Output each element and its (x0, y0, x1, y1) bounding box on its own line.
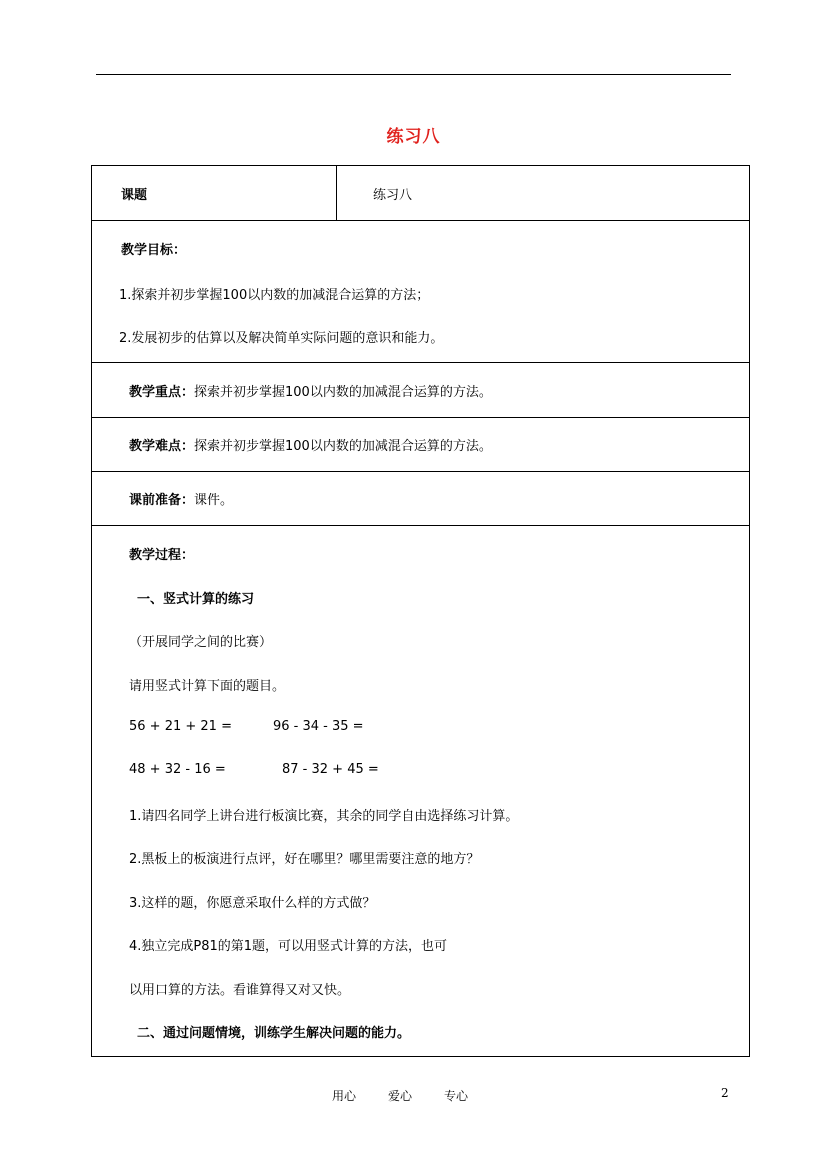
key-point-label: 教学重点： (129, 385, 195, 400)
objectives-label: 教学目标： (121, 243, 187, 258)
footer-item: 专心 (444, 1089, 469, 1103)
key-point-row (92, 363, 750, 418)
preparation-label: 课前准备： (129, 493, 195, 508)
equation: 96 ‐ 34 ‐ 35 = (273, 719, 364, 734)
process-label: 教学过程： (129, 548, 195, 563)
equation: 56 + 21 + 21 = (129, 719, 232, 734)
preparation-value: 课件。 (194, 493, 234, 508)
footer-item: 爱心 (388, 1089, 413, 1103)
subject-label-cell (92, 166, 337, 221)
difficulty-row (92, 418, 750, 472)
key-point-value: 探索并初步掌握100以内数的加减混合运算的方法。 (194, 385, 492, 400)
step-item: 以用口算的方法。看谁算得又对又快。 (129, 983, 351, 998)
difficulty-value: 探索并初步掌握100以内数的加减混合运算的方法。 (194, 439, 492, 454)
objectives-row (92, 221, 750, 363)
difficulty-label: 教学难点： (129, 439, 195, 454)
preparation-row (92, 472, 750, 526)
step-item: 3.这样的题，你愿意采取什么样的方式做？ (129, 896, 376, 911)
subject-row (92, 166, 750, 221)
document-title: 练习八 (386, 127, 441, 147)
step-item: 1.请四名同学上讲台进行板演比赛，其余的同学自由选择练习计算。 (129, 809, 519, 824)
footer-item: 用心 (332, 1089, 357, 1103)
equation: 48 + 32 ‐ 16 = (129, 762, 226, 777)
lesson-plan-table (91, 165, 750, 1057)
subject-value: 练习八 (373, 188, 413, 203)
preparation-cell (92, 472, 750, 526)
section-instruction: 请用竖式计算下面的题目。 (129, 679, 286, 694)
objectives-cell (92, 221, 750, 363)
section-heading: 二、通过问题情境，训练学生解决问题的能力。 (137, 1026, 411, 1041)
subject-label: 课题 (121, 188, 148, 203)
header-rule (96, 74, 731, 75)
step-item: 2.黑板上的板演进行点评，好在哪里？哪里需要注意的地方？ (129, 852, 480, 867)
page-number: 2 (721, 1086, 729, 1100)
section-note: （开展同学之间的比赛） (129, 635, 273, 650)
equation: 87 ‐ 32 + 45 = (282, 762, 379, 777)
objective-item: 1.探索并初步掌握100以内数的加减混合运算的方法； (119, 288, 430, 303)
step-item: 4.独立完成P81的第1题，可以用竖式计算的方法，也可 (129, 939, 448, 954)
process-cell (92, 526, 750, 1057)
difficulty-cell (92, 418, 750, 472)
subject-value-cell (337, 166, 750, 221)
key-point-cell (92, 363, 750, 418)
section-heading: 一、竖式计算的练习 (137, 592, 255, 607)
objective-item: 2.发展初步的估算以及解决简单实际问题的意识和能力。 (119, 331, 444, 346)
process-row (92, 526, 750, 1057)
